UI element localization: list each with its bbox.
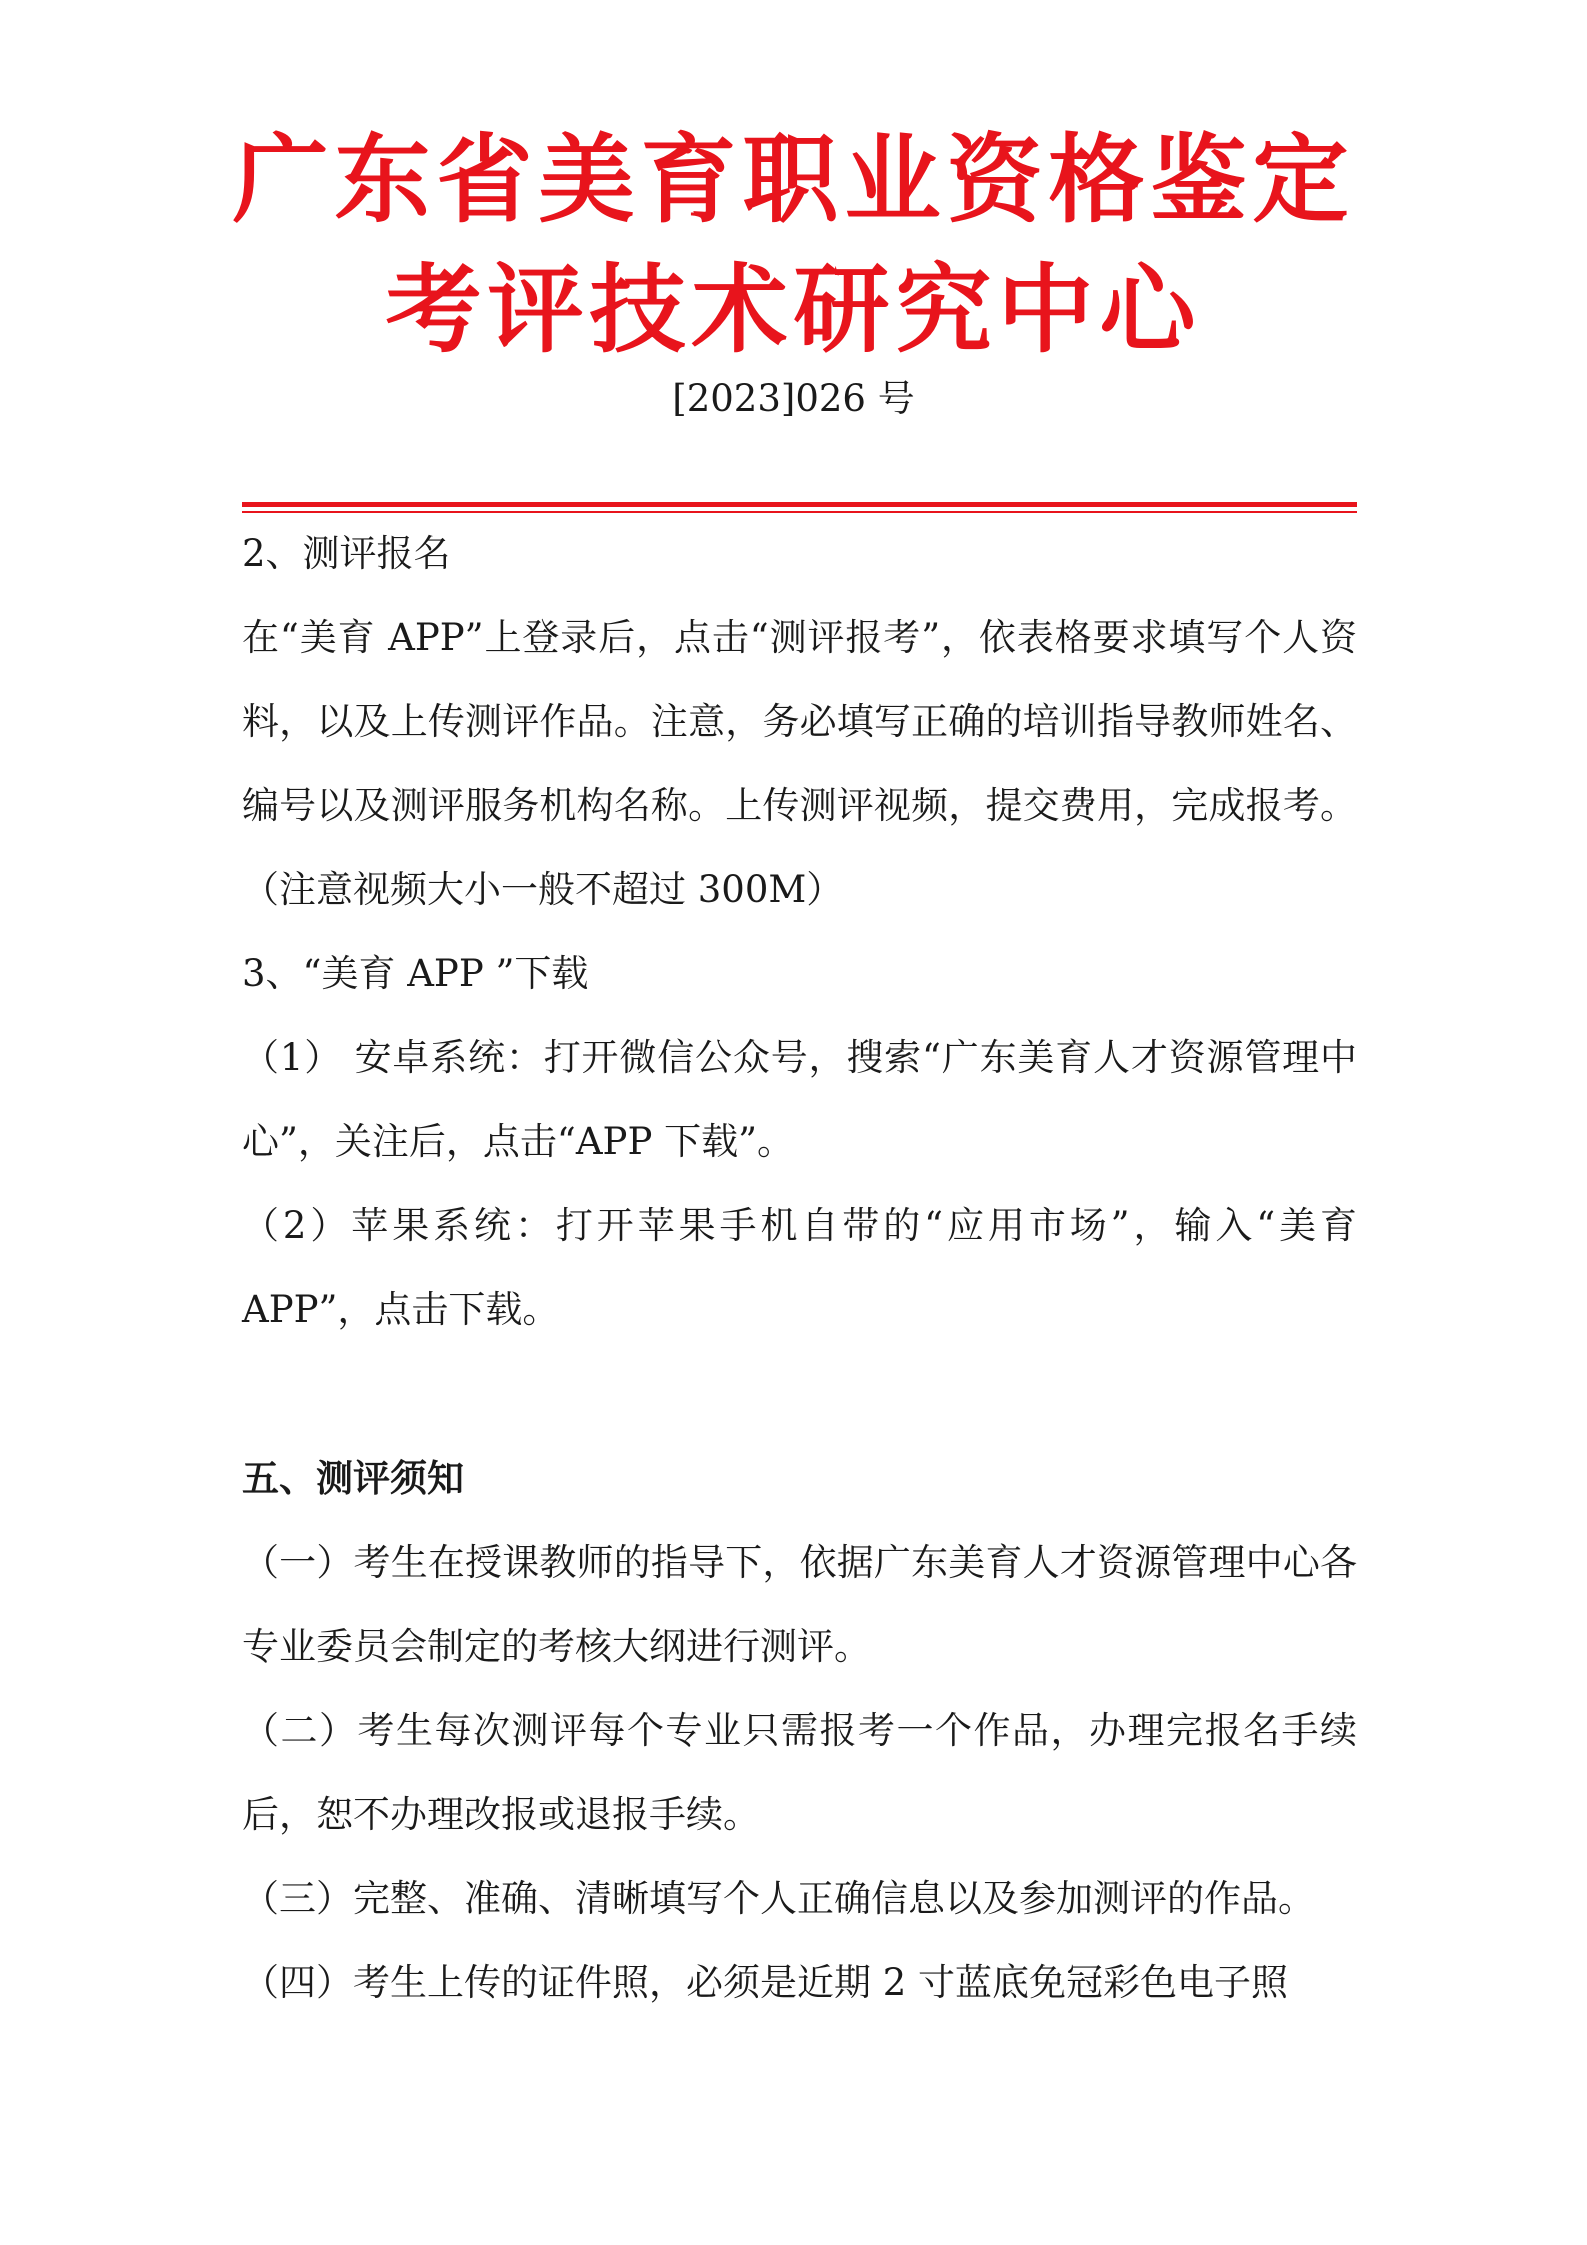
notice-item: （三）完整、准确、清晰填写个人正确信息以及参加测评的作品。: [242, 1877, 1315, 1920]
notice-item: （四）考生上传的证件照，必须是近期 2 寸蓝底免冠彩色电子照: [242, 1961, 1289, 2004]
notice-heading: 五、测评须知: [242, 1457, 464, 1500]
document-title-line-1: 广东省美育职业资格鉴定: [232, 124, 1355, 236]
notice-section: [242, 1437, 1357, 2025]
registration-section: [242, 512, 1357, 1352]
document-title-line-2: 考评技术研究中心: [385, 254, 1202, 366]
header-divider-thick: [242, 502, 1357, 507]
download-ios-paragraph: （2）苹果系统：打开苹果手机自带的“应用市场”，输入“美育 APP”，点击下载。: [242, 1204, 1357, 1331]
registration-heading: 2、测评报名: [242, 532, 451, 575]
download-android-paragraph: （1） 安卓系统：打开微信公众号，搜索“广东美育人才资源管理中心”，关注后，点击“APP 下载”。: [242, 1036, 1357, 1163]
download-heading: 3、“美育 APP ”下载: [242, 952, 589, 995]
document-number: [2023]026 号: [672, 377, 915, 420]
notice-item: （一）考生在授课教师的指导下，依据广东美育人才资源管理中心各专业委员会制定的考核大纲进行测评。: [242, 1541, 1357, 1668]
registration-paragraph: 在“美育 APP”上登录后，点击“测评报考”，依表格要求填写个人资料，以及上传测评作品。注意，务必填写正确的培训指导教师姓名、编号以及测评服务机构名称。上传测评视频，提交费用，完成报考。（注意视频大小一般不超过 300M）: [242, 616, 1357, 911]
notice-item: （二）考生每次测评每个专业只需报考一个作品，办理完报名手续后，恕不办理改报或退报手续。: [242, 1709, 1357, 1836]
